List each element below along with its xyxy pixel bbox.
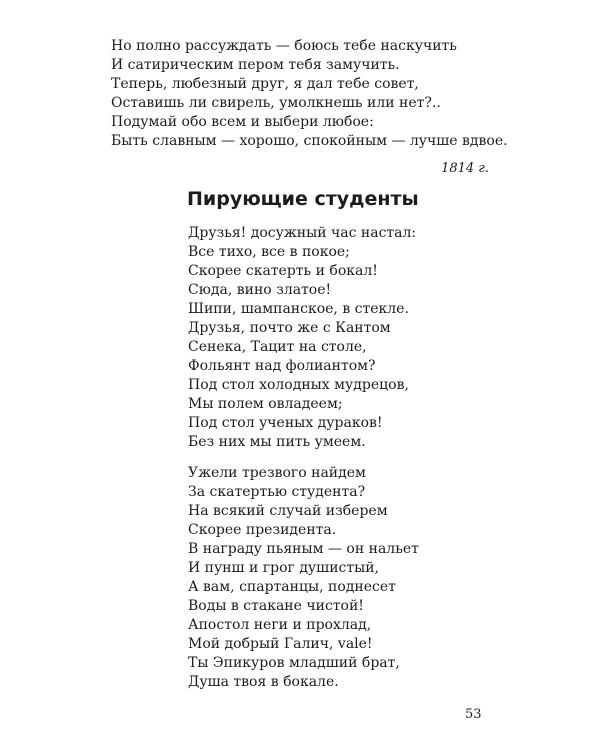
poem-stanza-2: [188, 464, 419, 692]
poem-line: На всякий случай изберем: [188, 503, 388, 519]
poem-line: Душа твоя в бокале.: [188, 674, 339, 690]
poem-line: Ужели трезвого найдем: [188, 465, 366, 481]
poem-line: И сатирическим пером тебя замучить.: [111, 57, 400, 73]
poem-date: 1814 г.: [441, 161, 489, 176]
poem-line: Мой добрый Галич, vale!: [188, 636, 373, 652]
poem-line: Сюда, вино златое!: [188, 282, 332, 298]
poem-line: Сенека, Тацит на столе,: [188, 339, 367, 355]
poem-line: А вам, спартанцы, поднесет: [188, 579, 396, 595]
poem-title: Пирующие студенты: [187, 188, 419, 210]
poem-line: Без них мы пить умеем.: [188, 434, 366, 450]
poem-line: Но полно рассуждать — боюсь тебе наскучить: [111, 38, 457, 54]
poem-line: За скатертью студента?: [188, 484, 366, 500]
poem-line: В награду пьяным — он нальет: [188, 541, 419, 557]
poem-line: Скорее президента.: [188, 522, 337, 538]
page-number: 53: [465, 707, 482, 722]
poem-line: Теперь, любезный друг, я дал тебе совет,: [111, 76, 419, 92]
previous-poem-ending: [111, 37, 508, 151]
poem-line: Фольянт над фолиантом?: [188, 358, 376, 374]
poem-line: Друзья, почто же с Кантом: [188, 320, 391, 336]
poem-line: Шипи, шампанское, в стекле.: [188, 301, 409, 317]
poem-line: Апостол неги и прохлад,: [188, 617, 372, 633]
poem-line: Воды в стакане чистой!: [188, 598, 364, 614]
poem-line: Оставишь ли свирель, умолкнешь или нет?..: [111, 95, 441, 111]
poem-line: Быть славным — хорошо, спокойным — лучше вдвое.: [111, 133, 508, 149]
poem-line: Мы полем овладеем;: [188, 396, 343, 412]
poem-line: Все тихо, все в покое;: [188, 244, 350, 260]
poem-line: Под стол холодных мудрецов,: [188, 377, 409, 393]
poem-line: И пунш и грог душистый,: [188, 560, 380, 576]
poem-stanza-1: [188, 224, 416, 452]
poem-line: Друзья! досужный час настал:: [188, 225, 417, 241]
poem-line: Скорее скатерть и бокал!: [188, 263, 378, 279]
poem-line: Под стол ученых дураков!: [188, 415, 383, 431]
poem-line: Ты Эпикуров младший брат,: [188, 655, 400, 671]
poem-line: Подумай обо всем и выбери любое:: [111, 114, 374, 130]
